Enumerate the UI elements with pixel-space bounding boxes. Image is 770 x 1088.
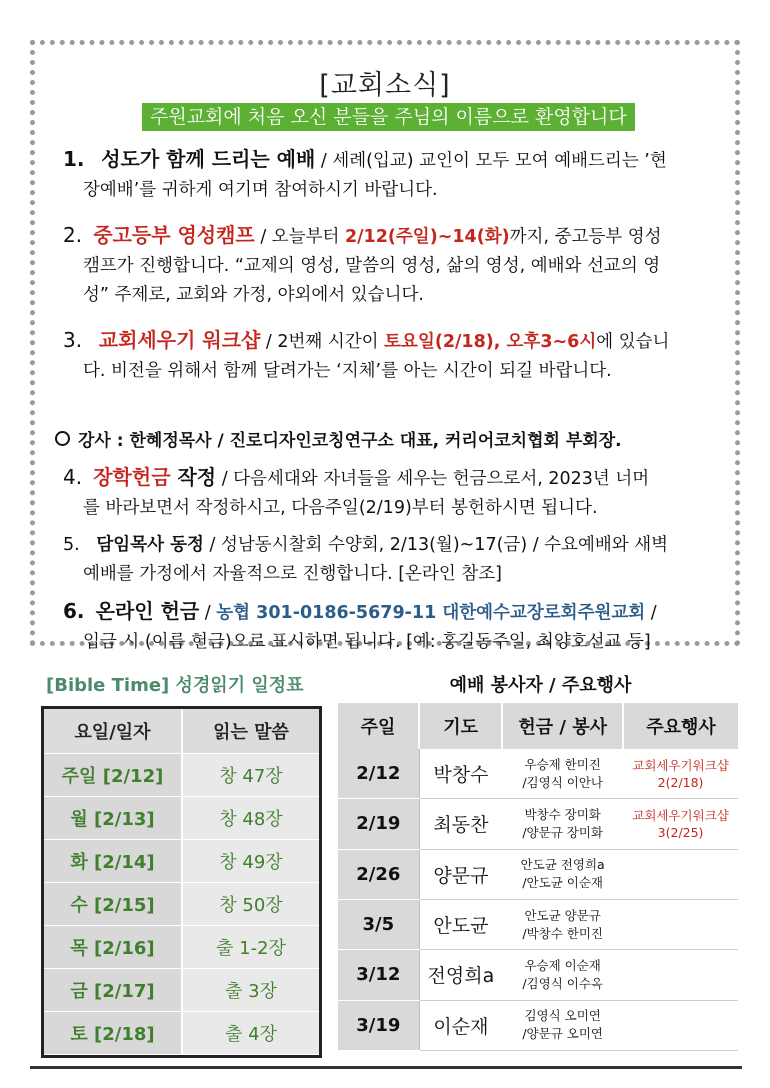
table-row	[44, 926, 319, 969]
item-text: 까지, 중고등부 영성	[509, 227, 662, 247]
column-header: 요일/일자	[44, 709, 182, 754]
bottom-divider	[30, 1066, 742, 1069]
item-text: 에 있습니	[596, 332, 670, 352]
day-cell: 월 [2/13]	[44, 797, 182, 840]
table-row	[338, 849, 738, 899]
table-row	[338, 950, 738, 1000]
speaker-line	[55, 426, 622, 451]
offering-line: 안도균 양문규	[524, 907, 601, 923]
item-heading-suffix: 작정	[170, 465, 217, 489]
news-item-2	[63, 221, 733, 310]
offering-cell	[502, 899, 623, 949]
item-number: 2.	[63, 223, 83, 247]
event-cell	[623, 899, 738, 949]
date-cell: 2/12	[338, 749, 419, 799]
event-cell	[623, 1000, 738, 1050]
reading-cell: 창 47장	[182, 754, 319, 797]
item-number: 4.	[63, 465, 83, 489]
prayer-cell: 최동찬	[419, 799, 502, 849]
item-text: / 오늘부터	[254, 227, 345, 247]
service-schedule-title: 예배 봉사자 / 주요행사	[449, 675, 632, 696]
offering-cell	[502, 849, 623, 899]
news-title: [교회소식]	[319, 70, 451, 101]
table-row	[338, 799, 738, 849]
date-cell: 3/19	[338, 1000, 419, 1050]
item-text: / 2번째 시간이	[260, 332, 385, 352]
offering-line: /박창수 한미진	[522, 925, 603, 941]
prayer-cell: 안도균	[419, 899, 502, 949]
welcome-banner: 주원교회에 처음 오신 분들을 주님의 이름으로 환영합니다	[142, 103, 635, 131]
column-header: 기도	[419, 703, 502, 749]
item-text: 장예배’를 귀하게 여기며 참여하시기 바랍니다.	[83, 180, 438, 200]
item-heading: 중고등부 영성캠프	[93, 223, 255, 247]
event-cell	[623, 950, 738, 1000]
offering-line: /김영식 이안나	[522, 774, 603, 790]
offering-line: 안도균 전영희a	[520, 857, 605, 873]
event-cell	[623, 799, 738, 849]
event-line: 3(2/25)	[657, 824, 704, 840]
item-number: 6.	[63, 599, 85, 623]
reading-cell: 출 3장	[182, 969, 319, 1012]
day-cell: 토 [2/18]	[44, 1012, 182, 1055]
reading-cell: 출 1-2장	[182, 926, 319, 969]
offering-line: 우승제 이순재	[524, 957, 601, 973]
offering-line: /김영식 이수옥	[522, 975, 603, 991]
offering-cell	[502, 1000, 623, 1050]
news-item-1	[63, 145, 733, 205]
table-row	[338, 899, 738, 949]
date-cell: 2/19	[338, 799, 419, 849]
event-line: 교회세우기워크샵	[632, 757, 729, 773]
offering-cell	[502, 950, 623, 1000]
item-heading: 온라인 헌금	[95, 599, 200, 623]
item-heading: 담임목사 동정	[96, 535, 204, 555]
offering-line: 우승제 한미진	[524, 756, 601, 772]
church-news-box	[30, 40, 740, 652]
bible-schedule-table	[41, 706, 322, 1058]
offering-cell	[502, 799, 623, 849]
news-item-6	[63, 597, 733, 657]
day-cell: 금 [2/17]	[44, 969, 182, 1012]
item-highlight: 2/12(주일)~14(화)	[344, 227, 510, 247]
table-row	[44, 1012, 319, 1055]
table-row	[44, 969, 319, 1012]
event-cell	[623, 849, 738, 899]
news-item-5	[63, 531, 733, 589]
item-number: 1.	[63, 147, 85, 171]
reading-cell: 창 48장	[182, 797, 319, 840]
offering-line: /양문규 장미화	[522, 824, 603, 840]
day-cell: 화 [2/14]	[44, 840, 182, 883]
table-row	[338, 749, 738, 799]
prayer-cell: 양문규	[419, 849, 502, 899]
circle-bullet-icon	[55, 431, 70, 446]
item-text: 성” 주제로, 교회와 가정, 야외에서 있습니다.	[83, 285, 424, 305]
item-text: / 다음세대와 자녀들을 세우는 헌금으로서, 2023년 너머	[216, 469, 650, 489]
news-item-4	[63, 463, 733, 523]
date-cell: 3/12	[338, 950, 419, 1000]
column-header: 읽는 말씀	[182, 709, 319, 754]
item-heading: 성도가 함께 드리는 예배	[101, 147, 316, 171]
date-cell: 3/5	[338, 899, 419, 949]
item-highlight: 토요일(2/18), 오후3~6시	[384, 332, 597, 352]
table-row	[44, 754, 319, 797]
service-schedule-table	[338, 703, 738, 1051]
item-text: /	[199, 603, 217, 623]
reading-cell: 출 4장	[182, 1012, 319, 1055]
offering-line: /안도균 이순재	[522, 875, 603, 891]
item-text: / 성남동시찰회 수양회, 2/13(월)~17(금) / 수요예배와 새벽	[203, 535, 669, 555]
offering-line: 김영식 오미연	[524, 1008, 601, 1024]
item-text: / 세례(입교) 교인이 모두 모여 예배드리는 ’현	[315, 151, 667, 171]
table-row	[338, 1000, 738, 1050]
reading-cell: 창 50장	[182, 883, 319, 926]
speaker-text: 강사 : 한혜정목사 / 진로디자인코칭연구소 대표, 커리어코치협회 부회장.	[78, 431, 622, 451]
day-cell: 수 [2/15]	[44, 883, 182, 926]
prayer-cell: 박창수	[419, 749, 502, 799]
item-number: 3.	[63, 328, 83, 352]
reading-cell: 창 49장	[182, 840, 319, 883]
day-cell: 목 [2/16]	[44, 926, 182, 969]
bible-schedule-title: [Bible Time] 성경읽기 일정표	[46, 675, 304, 696]
item-text: 다. 비전을 위해서 함께 달려가는 ‘지체’를 아는 시간이 되길 바랍니다.	[83, 361, 612, 381]
item-heading: 장학헌금	[93, 465, 171, 489]
item-number: 5.	[63, 535, 80, 555]
item-text: /	[645, 603, 657, 623]
column-header: 주요행사	[623, 703, 738, 749]
offering-line: /양문규 오미연	[522, 1026, 603, 1042]
column-header: 헌금 / 봉사	[502, 703, 623, 749]
news-item-3	[63, 326, 733, 386]
table-row	[44, 797, 319, 840]
column-header: 주일	[338, 703, 419, 749]
item-text: 입금 시 (이름 헌금)으로 표시하면 됩니다. [예: 홍길동주일, 최양호선교 등]	[83, 632, 651, 652]
offering-line: 박창수 장미화	[524, 806, 601, 822]
table-row	[44, 883, 319, 926]
bank-account: 농협 301-0186-5679-11 대한예수교장로회주원교회	[216, 603, 646, 623]
day-cell: 주일 [2/12]	[44, 754, 182, 797]
item-text: 캠프가 진행합니다. “교제의 영성, 말씀의 영성, 삶의 영성, 예배와 선교의 영	[83, 256, 661, 276]
table-row	[44, 840, 319, 883]
event-line: 2(2/18)	[657, 774, 704, 790]
item-heading: 교회세우기 워크샵	[98, 328, 261, 352]
date-cell: 2/26	[338, 849, 419, 899]
event-cell	[623, 749, 738, 799]
prayer-cell: 이순재	[419, 1000, 502, 1050]
offering-cell	[502, 749, 623, 799]
event-line: 교회세우기워크샵	[632, 807, 729, 823]
item-text: 를 바라보면서 작정하시고, 다음주일(2/19)부터 봉헌하시면 됩니다.	[83, 498, 598, 518]
prayer-cell: 전영희a	[419, 950, 502, 1000]
item-text: 예배를 가정에서 자율적으로 진행합니다. [온라인 참조]	[83, 564, 502, 584]
